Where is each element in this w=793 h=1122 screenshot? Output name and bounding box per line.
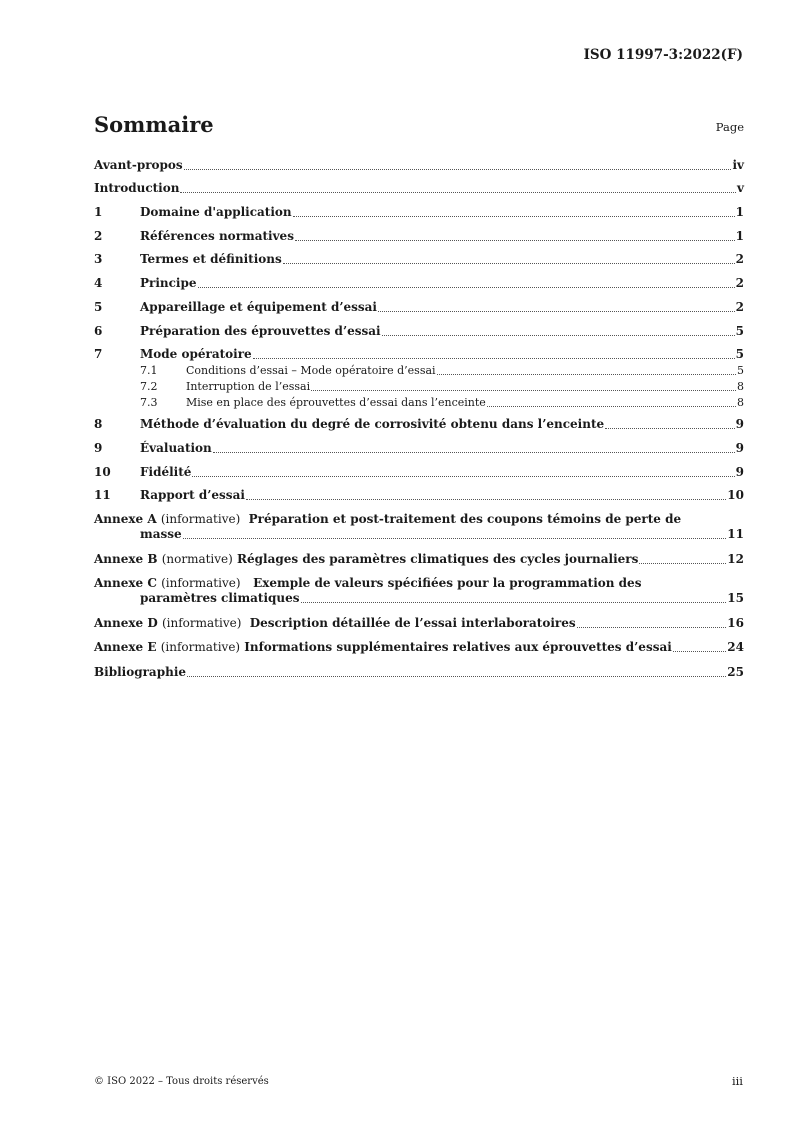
toc-entry-clause-10[interactable] — [94, 464, 744, 480]
toc-entry-page: 12 — [727, 552, 744, 566]
toc-entry-title: Interruption de l’essai — [186, 380, 311, 393]
dot-leader — [311, 390, 736, 391]
toc-entry-page: 1 — [735, 205, 744, 219]
dot-leader — [487, 406, 736, 407]
toc-entry-title: Fidélité — [140, 465, 192, 479]
subclause-number: 7.2 — [140, 380, 158, 393]
toc-entry-title: Préparation et post-traitement des coupons témoins de perte de — [248, 512, 682, 526]
dot-leader — [382, 335, 735, 336]
toc-entry-annex-a[interactable] — [94, 512, 744, 542]
clause-number: 8 — [94, 417, 103, 431]
clause-number: 11 — [94, 488, 111, 502]
toc-entry-title: Mise en place des éprouvettes d’essai dans l’enceinte — [186, 396, 486, 409]
annex-label: Annexe D — [94, 616, 158, 630]
dot-leader — [183, 538, 727, 539]
annex-type: (informative) — [160, 512, 241, 526]
toc-entry-title: Domaine d'application — [140, 205, 292, 219]
clause-number: 4 — [94, 276, 103, 290]
dot-leader — [246, 499, 726, 500]
toc-entry-title: Introduction — [94, 181, 180, 195]
toc-entry-page: 15 — [727, 591, 744, 605]
toc-entry-page: 2 — [735, 252, 744, 266]
toc-entry-page: 5 — [737, 364, 744, 377]
dot-leader — [639, 563, 726, 564]
toc-entry-title: Rapport d’essai — [140, 488, 245, 502]
clause-number: 5 — [94, 300, 103, 314]
clause-number: 1 — [94, 205, 103, 219]
dot-leader — [187, 676, 726, 677]
annex-label: Annexe E — [94, 640, 157, 654]
annex-label: Annexe B — [94, 552, 158, 566]
dot-leader — [192, 476, 734, 477]
toc-entry-bibliographie[interactable] — [94, 664, 744, 680]
toc-entry-page: 5 — [735, 347, 744, 361]
toc-entry-title: Informations supplémentaires relatives aux éprouvettes d’essai — [244, 640, 672, 654]
annex-type: (normative) — [161, 552, 233, 566]
copyright-notice: © ISO 2022 – Tous droits réservés — [94, 1076, 269, 1087]
toc-entry-page: 1 — [735, 229, 744, 243]
toc-entry-subclause-7-2[interactable] — [140, 378, 744, 394]
toc-entry-title: Principe — [140, 276, 197, 290]
toc-entry-title: Méthode d’évaluation du degré de corrosivité obtenu dans l’enceinte — [140, 417, 605, 431]
toc-entry-page: 8 — [737, 380, 744, 393]
dot-leader — [577, 627, 727, 628]
page-title: Sommaire — [94, 112, 214, 137]
toc-entry-title-continued: paramètres climatiques — [140, 591, 300, 605]
toc-entry-clause-2[interactable] — [94, 228, 744, 244]
toc-entry-page: 9 — [735, 417, 744, 431]
toc-entry-page: 16 — [727, 616, 744, 630]
toc-entry-annex-c[interactable] — [94, 576, 744, 606]
toc-entry-clause-11[interactable] — [94, 487, 744, 503]
dot-leader — [378, 311, 735, 312]
dot-leader — [673, 651, 727, 652]
page-column-label: Page — [715, 120, 744, 134]
toc-entry-title: Évaluation — [140, 441, 212, 455]
page-number: iii — [731, 1074, 743, 1088]
dot-leader — [301, 602, 727, 603]
toc-entry-annex-d[interactable] — [94, 616, 744, 631]
annex-label: Annexe A — [94, 512, 157, 526]
toc-entry-page: 25 — [727, 665, 744, 679]
dot-leader — [293, 216, 735, 217]
toc-entry-clause-4[interactable] — [94, 275, 744, 291]
toc-entry-page: 2 — [735, 276, 744, 290]
toc-entry-clause-8[interactable] — [94, 416, 744, 432]
toc-entry-page: 2 — [735, 300, 744, 314]
toc-entry-annex-b[interactable] — [94, 552, 744, 567]
clause-number: 2 — [94, 229, 103, 243]
subclause-number: 7.1 — [140, 364, 158, 377]
dot-leader — [213, 452, 735, 453]
toc-entry-title: Mode opératoire — [140, 347, 252, 361]
toc-entry-introduction[interactable] — [94, 180, 744, 196]
toc-entry-title-continued: masse — [140, 527, 182, 541]
standard-identifier: ISO 11997-3:2022(F) — [583, 47, 743, 63]
toc-entry-title: Conditions d’essai – Mode opératoire d’essai — [186, 364, 436, 377]
toc-entry-page: 9 — [735, 465, 744, 479]
toc-entry-title: Exemple de valeurs spécifiées pour la programmation des — [253, 576, 642, 590]
toc-entry-subclause-7-1[interactable] — [140, 362, 744, 378]
dot-leader — [253, 358, 735, 359]
toc-entry-title: Appareillage et équipement d’essai — [140, 300, 377, 314]
toc-entry-title: Réglages des paramètres climatiques des cycles journaliers — [237, 552, 639, 566]
annex-label: Annexe C — [94, 576, 157, 590]
toc-entry-page: 9 — [735, 441, 744, 455]
toc-entry-title: Bibliographie — [94, 665, 187, 679]
toc-entry-title: Avant-propos — [94, 158, 183, 172]
toc-entry-page: 5 — [735, 324, 744, 338]
toc-entry-page: 11 — [727, 527, 744, 541]
clause-number: 3 — [94, 252, 103, 266]
toc-entry-clause-6[interactable] — [94, 323, 744, 339]
toc-entry-page: iv — [732, 158, 744, 172]
dot-leader — [180, 192, 736, 193]
dot-leader — [437, 374, 736, 375]
toc-entry-clause-9[interactable] — [94, 440, 744, 456]
clause-number: 10 — [94, 465, 111, 479]
dot-leader — [283, 263, 735, 264]
toc-entry-title: Description détaillée de l’essai interlaboratoires — [249, 616, 576, 630]
toc-entry-clause-7[interactable] — [94, 346, 744, 362]
toc-entry-page: v — [737, 181, 744, 195]
clause-number: 7 — [94, 347, 103, 361]
annex-type: (informative) — [160, 640, 241, 654]
toc-entry-page: 8 — [737, 396, 744, 409]
toc-entry-subclause-7-3[interactable] — [140, 394, 744, 410]
toc-entry-clause-1[interactable] — [94, 204, 744, 220]
toc-entry-title: Termes et définitions — [140, 252, 282, 266]
toc-entry-page: 24 — [727, 640, 744, 654]
toc-entry-title: Préparation des éprouvettes d’essai — [140, 324, 381, 338]
toc-entry-title: Références normatives — [140, 229, 294, 243]
dot-leader — [198, 287, 735, 288]
toc-entry-avant-propos[interactable] — [94, 157, 744, 173]
toc-entry-annex-e[interactable] — [94, 640, 744, 655]
subclause-number: 7.3 — [140, 396, 158, 409]
toc-entry-clause-5[interactable] — [94, 299, 744, 315]
dot-leader — [605, 428, 735, 429]
annex-type: (informative) — [161, 616, 242, 630]
clause-number: 6 — [94, 324, 103, 338]
dot-leader — [184, 169, 732, 170]
toc-entry-clause-3[interactable] — [94, 251, 744, 267]
toc-entry-page: 10 — [727, 488, 744, 502]
annex-type: (informative) — [161, 576, 241, 590]
dot-leader — [295, 240, 735, 241]
clause-number: 9 — [94, 441, 103, 455]
